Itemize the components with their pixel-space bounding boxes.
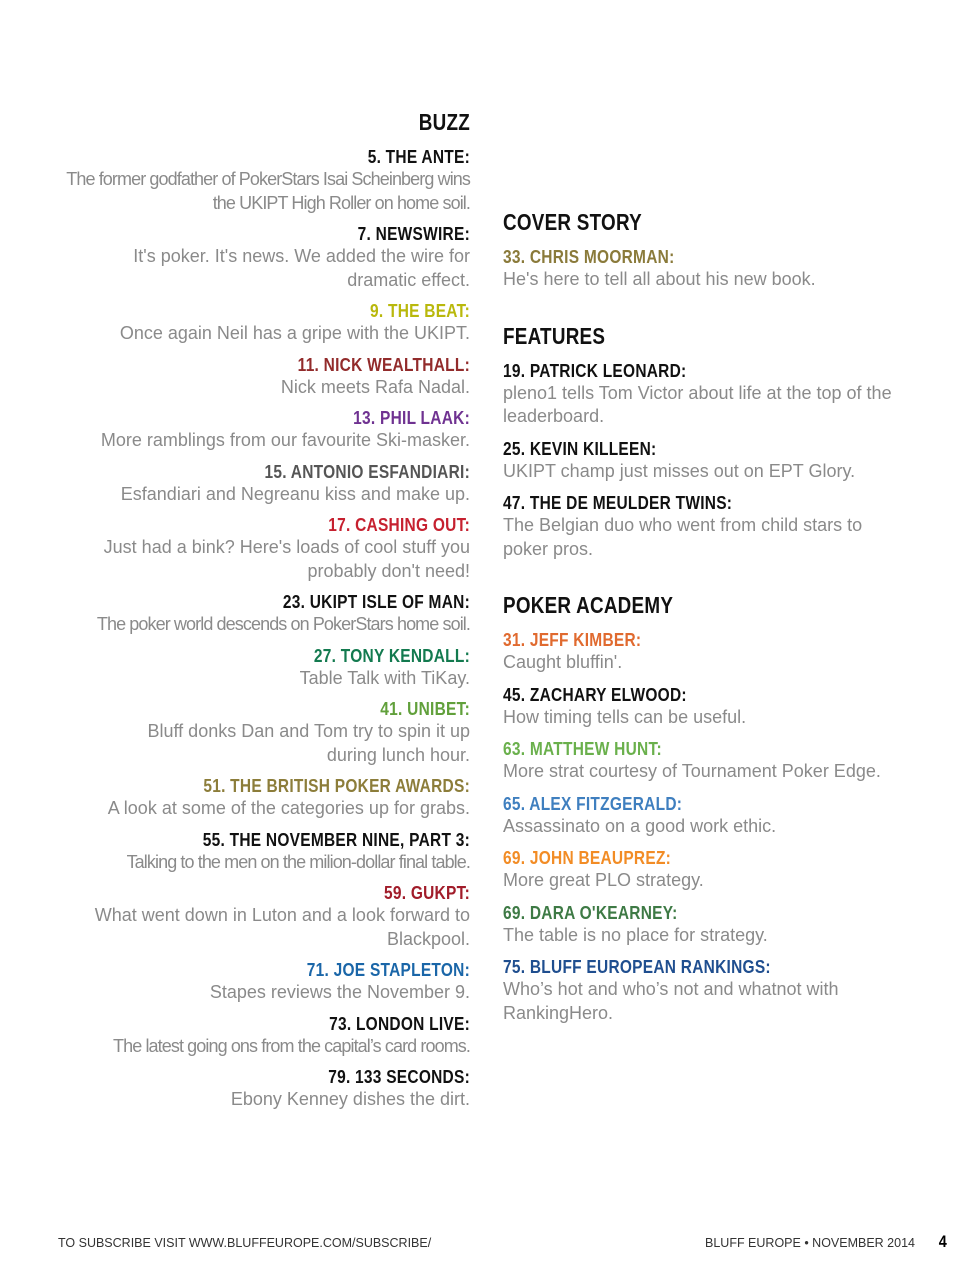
entry-description: Esfandiari and Negreanu kiss and make up.: [120, 483, 470, 504]
entry-description: Nick meets Rafa Nadal.: [280, 376, 470, 397]
entry-title: 7. NEWSWIRE:: [357, 224, 470, 244]
entry-description: More great PLO strategy.: [503, 870, 704, 890]
entry-title: 45. ZACHARY ELWOOD:: [503, 684, 687, 705]
entry-description: The poker world descends on PokerStars home soil.: [96, 614, 470, 634]
buzz-heading: BUZZ: [418, 109, 470, 135]
buzz-column: [40, 108, 470, 1120]
entry-title: 13. PHIL LAAK:: [353, 408, 470, 428]
entry-description: Who’s hot and who’s not and whatnot with RankingHero.: [503, 979, 839, 1023]
entry-title: 63. MATTHEW HUNT:: [503, 739, 662, 759]
entry-title: 51. THE BRITISH POKER AWARDS:: [203, 776, 470, 796]
contents-entry: [40, 354, 470, 400]
contents-entry: [40, 146, 470, 215]
contents-entry: [503, 956, 943, 1025]
entry-title: 17. CASHING OUT:: [328, 515, 470, 535]
issue-footer: BLUFF EUROPE • NOVEMBER 2014: [705, 1236, 915, 1250]
contents-entry: [40, 959, 470, 1005]
entry-title: 71. JOE STAPLETON:: [306, 960, 470, 980]
contents-entry: [503, 492, 943, 561]
contents-entry: [40, 1013, 470, 1059]
contents-entry: [40, 645, 470, 691]
contents-entry: [503, 793, 943, 839]
entry-title: 65. ALEX FITZGERALD:: [503, 793, 683, 814]
entry-title: 27. TONY KENDALL:: [313, 645, 470, 666]
entry-title: 75. BLUFF EUROPEAN RANKINGS:: [503, 957, 771, 977]
contents-entry: [40, 591, 470, 637]
entry-title: 59. GUKPT:: [383, 883, 470, 903]
entry-description: Caught bluffin'.: [503, 652, 623, 672]
contents-entry: [503, 738, 943, 784]
entry-description: He's here to tell all about his new book.: [503, 269, 816, 289]
entry-title: 25. KEVIN KILLEEN:: [503, 438, 657, 459]
entry-title: 69. JOHN BEAUPREZ:: [503, 848, 672, 868]
entry-description: More ramblings from our favourite Ski-masker.: [100, 430, 470, 450]
features-section: [503, 322, 943, 562]
entry-title: 73. LONDON LIVE:: [329, 1013, 470, 1034]
entry-description: How timing tells can be useful.: [503, 706, 747, 727]
features-heading: FEATURES: [503, 322, 606, 349]
contents-entry: [40, 461, 470, 507]
contents-entry: [503, 847, 943, 893]
contents-entry: [40, 300, 470, 346]
entry-title: 55. THE NOVEMBER NINE, PART 3:: [202, 829, 470, 850]
contents-entry: [40, 698, 470, 767]
entry-title: 41. UNIBET:: [380, 699, 470, 719]
entry-title: 9. THE BEAT:: [369, 301, 470, 321]
contents-entry: [503, 902, 943, 948]
entry-title: 69. DARA O'KEARNEY:: [503, 902, 678, 923]
entry-description: More strat courtesy of Tournament Poker Edge.: [503, 761, 881, 781]
entry-description: Ebony Kenney dishes the dirt.: [230, 1089, 470, 1109]
entry-title: 47. THE DE MEULDER TWINS:: [503, 493, 733, 513]
contents-entry: [40, 775, 470, 821]
entry-description: Stapes reviews the November 9.: [209, 982, 470, 1002]
entry-title: 19. PATRICK LEONARD:: [503, 360, 687, 381]
contents-entry: [503, 246, 943, 292]
cover-story-section: [503, 208, 943, 292]
entry-title: 11. NICK WEALTHALL:: [297, 354, 470, 375]
entry-description: The latest going ons from the capital’s card rooms.: [113, 1035, 470, 1056]
entry-description: A look at some of the categories up for grabs.: [107, 798, 470, 818]
contents-entry: [40, 514, 470, 583]
entry-description: The Belgian duo who went from child stars to poker pros.: [503, 515, 863, 559]
contents-entry: [40, 407, 470, 453]
entry-description: Once again Neil has a gripe with the UKIPT.: [119, 323, 470, 343]
entry-description: The former godfather of PokerStars Isai Scheinberg wins the UKIPT High Roller on home soil.: [66, 169, 470, 213]
entry-description: The table is no place for strategy.: [503, 924, 768, 945]
contents-entry: [40, 882, 470, 951]
contents-entry: [503, 684, 943, 730]
entry-description: Just had a bink? Here's loads of cool stuff you probably don't need!: [103, 537, 470, 581]
entry-description: Talking to the men on the milion-dollar final table.: [126, 851, 470, 872]
entry-description: What went down in Luton and a look forward to Blackpool.: [94, 905, 470, 949]
entry-title: 5. THE ANTE:: [367, 147, 470, 167]
entry-title: 15. ANTONIO ESFANDIARI:: [264, 461, 470, 482]
entry-title: 31. JEFF KIMBER:: [503, 630, 642, 650]
poker-academy-heading: POKER ACADEMY: [503, 592, 674, 618]
right-column: [503, 208, 943, 1055]
contents-entry: [503, 629, 943, 675]
entry-description: Bluff donks Dan and Tom try to spin it up during lunch hour.: [147, 721, 470, 765]
contents-entry: [40, 1066, 470, 1112]
poker-academy-section: [503, 591, 943, 1025]
entry-title: 33. CHRIS MOORMAN:: [503, 247, 675, 267]
entry-title: 23. UKIPT ISLE OF MAN:: [282, 592, 470, 612]
cover-story-heading: COVER STORY: [503, 209, 642, 235]
page-number: 4: [938, 1232, 947, 1251]
entry-description: pleno1 tells Tom Victor about life at the top of the leaderboard.: [503, 382, 892, 426]
entry-title: 79. 133 SECONDS:: [328, 1067, 470, 1087]
contents-entry: [503, 360, 943, 429]
subscribe-footer: TO SUBSCRIBE VISIT WWW.BLUFFEUROPE.COM/SUBSCRIBE/: [58, 1236, 432, 1250]
contents-entry: [40, 223, 470, 292]
entry-description: Table Talk with TiKay.: [299, 667, 470, 688]
entry-description: It's poker. It's news. We added the wire for dramatic effect.: [133, 246, 470, 290]
contents-entry: [503, 438, 943, 484]
entry-description: Assassinato on a good work ethic.: [503, 815, 777, 836]
entry-description: UKIPT champ just misses out on EPT Glory.: [503, 460, 856, 481]
contents-entry: [40, 829, 470, 875]
